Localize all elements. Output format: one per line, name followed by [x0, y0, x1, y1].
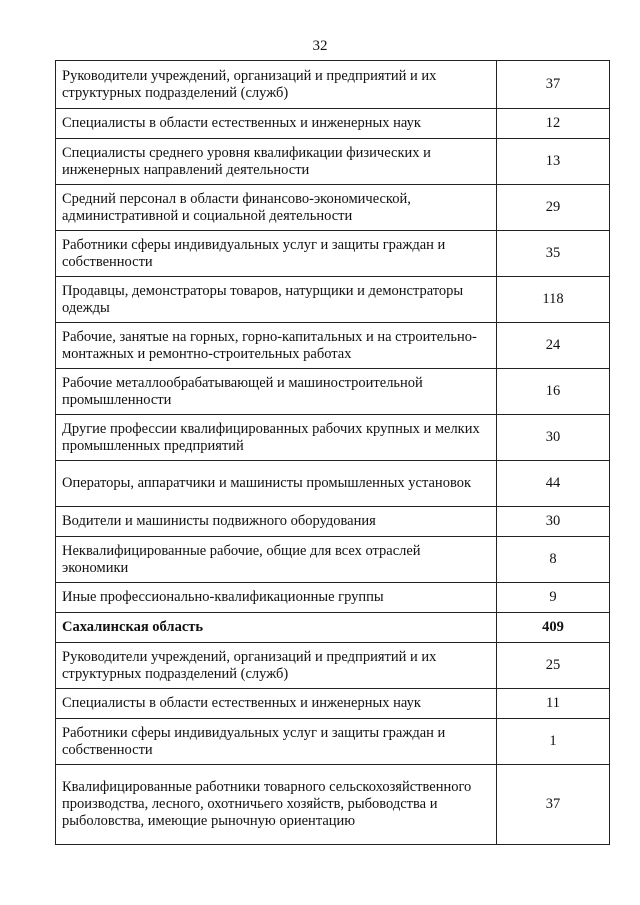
vacancy-count-cell: 25: [497, 643, 610, 689]
vacancy-count-cell: 16: [497, 369, 610, 415]
occupation-name-cell: Специалисты в области естественных и инженерных наук: [56, 689, 497, 719]
table-body: [56, 61, 610, 845]
page-number: 32: [312, 38, 328, 54]
occupation-name-cell: Руководители учреждений, организаций и предприятий и их структурных подразделений (служб): [56, 61, 497, 109]
vacancy-count-cell: 118: [497, 277, 610, 323]
vacancy-count-cell: 8: [497, 537, 610, 583]
table-row: [56, 689, 610, 719]
table-row: [56, 719, 610, 765]
vacancy-count-cell: 37: [497, 61, 610, 109]
table-row: [56, 277, 610, 323]
table-row: [56, 537, 610, 583]
vacancy-count-cell: 30: [497, 507, 610, 537]
table-row: [56, 61, 610, 109]
vacancy-count-cell: 44: [497, 461, 610, 507]
region-name-cell: Сахалинская область: [56, 613, 497, 643]
table-row: [56, 415, 610, 461]
table-row: [56, 109, 610, 139]
region-total-cell: 409: [497, 613, 610, 643]
table-row: [56, 369, 610, 415]
table-row: [56, 139, 610, 185]
table-row: [56, 323, 610, 369]
occupation-name-cell: Работники сферы индивидуальных услуг и защиты граждан и собственности: [56, 231, 497, 277]
vacancy-count-cell: 24: [497, 323, 610, 369]
table-row: [56, 461, 610, 507]
occupation-name-cell: Специалисты в области естественных и инженерных наук: [56, 109, 497, 139]
occupation-name-cell: Рабочие, занятые на горных, горно-капитальных и на строительно-монтажных и ремонтно-строительных работах: [56, 323, 497, 369]
table-row: [56, 507, 610, 537]
occupation-name-cell: Другие профессии квалифицированных рабочих крупных и мелких промышленных предприятий: [56, 415, 497, 461]
occupation-name-cell: Работники сферы индивидуальных услуг и защиты граждан и собственности: [56, 719, 497, 765]
occupation-name-cell: Руководители учреждений, организаций и предприятий и их структурных подразделений (служб): [56, 643, 497, 689]
vacancy-count-cell: 30: [497, 415, 610, 461]
vacancy-count-cell: 12: [497, 109, 610, 139]
occupation-name-cell: Водители и машинисты подвижного оборудования: [56, 507, 497, 537]
occupation-name-cell: Операторы, аппаратчики и машинисты промышленных установок: [56, 461, 497, 507]
occupation-name-cell: Рабочие металлообрабатывающей и машиностроительной промышленности: [56, 369, 497, 415]
table-row: [56, 643, 610, 689]
occupation-name-cell: Квалифицированные работники товарного сельскохозяйственного производства, лесного, охотничьего хозяйств, рыбоводства и рыболовства, имеющие рыночную ориентацию: [56, 765, 497, 845]
table-row: [56, 765, 610, 845]
vacancy-count-cell: 9: [497, 583, 610, 613]
occupation-name-cell: Неквалифицированные рабочие, общие для всех отраслей экономики: [56, 537, 497, 583]
table-row: [56, 231, 610, 277]
occupation-name-cell: Специалисты среднего уровня квалификации физических и инженерных направлений деятельности: [56, 139, 497, 185]
region-total-row: [56, 613, 610, 643]
occupation-name-cell: Иные профессионально-квалификационные группы: [56, 583, 497, 613]
occupation-vacancy-table: [55, 60, 610, 845]
occupation-name-cell: Продавцы, демонстраторы товаров, натурщики и демонстраторы одежды: [56, 277, 497, 323]
table-row: [56, 185, 610, 231]
vacancy-count-cell: 11: [497, 689, 610, 719]
vacancy-count-cell: 1: [497, 719, 610, 765]
vacancy-count-cell: 13: [497, 139, 610, 185]
vacancy-count-cell: 37: [497, 765, 610, 845]
vacancy-count-cell: 35: [497, 231, 610, 277]
table-row: [56, 583, 610, 613]
vacancy-count-cell: 29: [497, 185, 610, 231]
occupation-name-cell: Средний персонал в области финансово-экономической, административной и социальной деятельности: [56, 185, 497, 231]
